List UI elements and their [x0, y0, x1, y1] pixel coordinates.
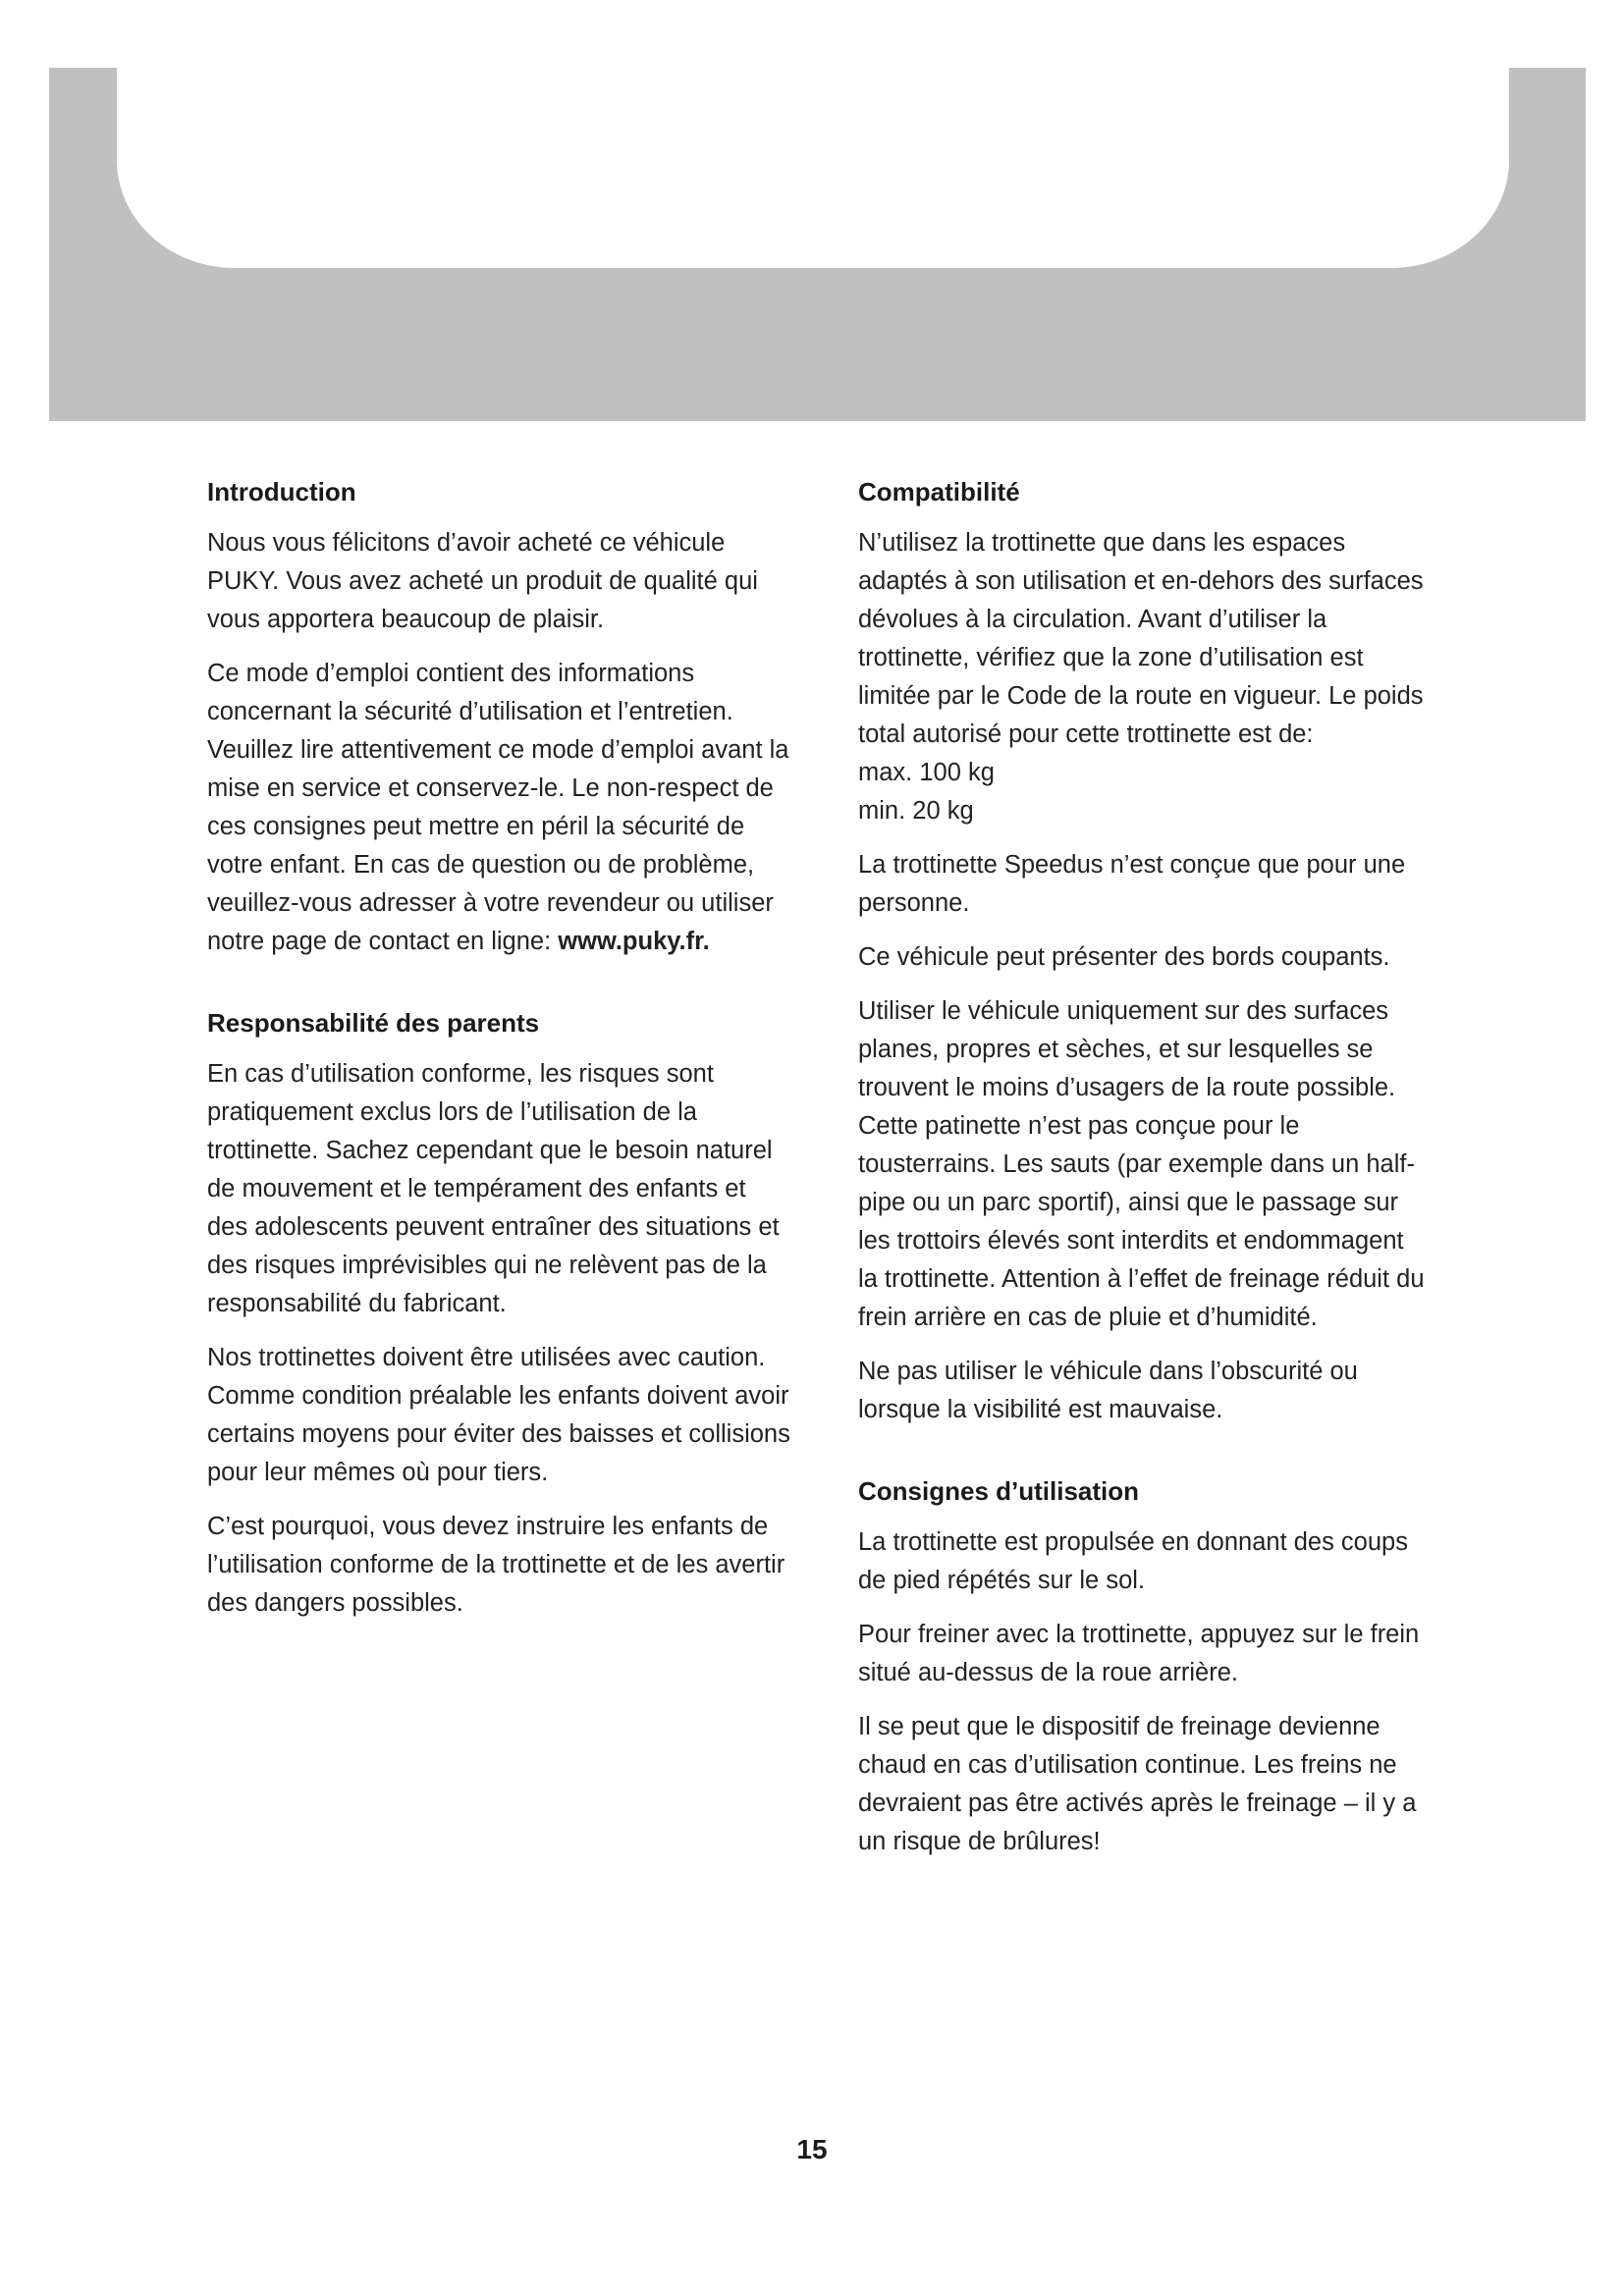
weight-limits — [858, 524, 1428, 830]
right-column — [858, 473, 1428, 1877]
introduction-paragraph-2 — [207, 655, 791, 961]
introduction-heading: Introduction — [207, 477, 356, 507]
compatibility-paragraph-1: N’utilisez la trottinette que dans les espaces adaptés à son utilisation et en-dehors des surfaces dévolues à la circulation. Avant d’utiliser la trottinette, vérifiez que la zone d’utilisation est limitée par le Code de la route en vigueur. Le poids total autorisé pour cette trottinette est de: — [858, 529, 1424, 748]
parents-heading: Responsabilité des parents — [207, 1008, 540, 1038]
usage-paragraph-3: Il se peut que le dispositif de freinage devienne chaud en cas d’utilisation continue. Les freins ne devraient pas être activés après le freinage – il y a un risque de brûlures! — [858, 1713, 1417, 1855]
min-weight: min. 20 kg — [858, 797, 974, 825]
parents-paragraph-1: En cas d’utilisation conforme, les risques sont pratiquement exclus lors de l’utilisation de la trottinette. Sachez cependant que le besoin naturel de mouvement et le tempérament des enfants et des adolescents peuvent entraîner des situations et des risques imprévisibles qui ne relèvent pas de la responsabilité du fabricant. — [207, 1060, 780, 1317]
parents-paragraph-3: C’est pourquoi, vous devez instruire les enfants de l’utilisation conforme de la trottinette et de les avertir des dangers possibles. — [207, 1513, 785, 1617]
compatibility-heading: Compatibilité — [858, 477, 1020, 507]
usage-heading: Consignes d’utilisation — [858, 1476, 1140, 1506]
website-link[interactable]: www.puky.fr. — [558, 928, 710, 955]
compatibility-paragraph-3: Ce véhicule peut présenter des bords coupants. — [858, 943, 1390, 971]
compatibility-section — [858, 473, 1428, 1429]
left-column — [207, 473, 791, 1638]
introduction-section — [207, 473, 791, 961]
header-tab-cutout — [117, 68, 1509, 268]
introduction-paragraph-2-text: Ce mode d’emploi contient des informations concernant la sécurité d’utilisation et l’entretien. Veuillez lire attentivement ce mode d’emploi avant la mise en service et conservez-le. Le non-respect de ces consignes peut mettre en péril la sécurité de votre enfant. En cas de question ou de problème, veuillez-vous adresser à votre revendeur ou utiliser notre page de contact en ligne: — [207, 660, 789, 955]
page-number: 15 — [796, 2134, 828, 2164]
introduction-paragraph-1: Nous vous félicitons d’avoir acheté ce véhicule PUKY. Vous avez acheté un produit de qualité qui vous apportera beaucoup de plaisir. — [207, 529, 758, 633]
compatibility-paragraph-5: Ne pas utiliser le véhicule dans l’obscurité ou lorsque la visibilité est mauvaise. — [858, 1358, 1358, 1423]
header-banner — [49, 68, 1586, 421]
parents-section — [207, 1004, 791, 1623]
compatibility-paragraph-2: La trottinette Speedus n’est conçue que pour une personne. — [858, 851, 1406, 917]
parents-paragraph-2: Nos trottinettes doivent être utilisées avec caution. Comme condition préalable les enfants doivent avoir certains moyens pour éviter des baisses et collisions pour leur mêmes où pour tiers. — [207, 1344, 790, 1486]
usage-paragraph-2: Pour freiner avec la trottinette, appuyez sur le frein situé au-dessus de la roue arrière. — [858, 1621, 1420, 1686]
compatibility-paragraph-4: Utiliser le véhicule uniquement sur des surfaces planes, propres et sèches, et sur lesquelles se trouvent le moins d’usagers de la route possible. Cette patinette n’est pas conçue pour le tousterrains. Les sauts (par exemple dans un half-pipe ou un parc sportif), ainsi que le passage sur les trottoirs élevés sont interdits et endommagent la trottinette. Attention à l’effet de freinage réduit du frein arrière en cas de pluie et d’humidité. — [858, 997, 1425, 1331]
usage-paragraph-1: La trottinette est propulsée en donnant des coups de pied répétés sur le sol. — [858, 1528, 1408, 1594]
usage-section — [858, 1472, 1428, 1861]
max-weight: max. 100 kg — [858, 759, 995, 786]
